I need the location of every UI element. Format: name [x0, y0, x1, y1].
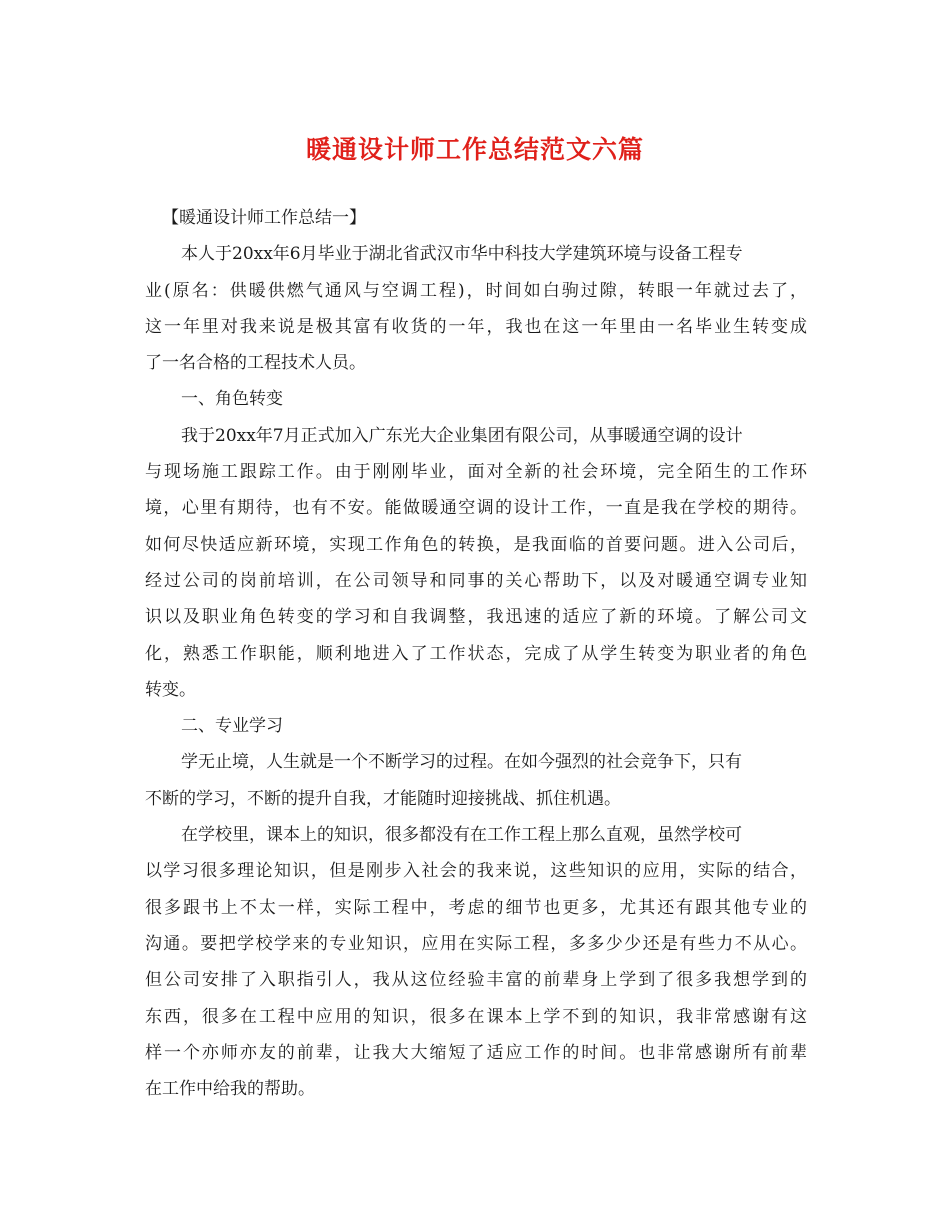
paragraph-line: 我于20xx年7月正式加入广东光大企业集团有限公司，从事暖通空调的设计	[181, 425, 743, 446]
paragraph-line: 以学习很多理论知识，但是刚步入社会的我来说，这些知识的应用，实际的结合，	[145, 861, 807, 882]
paragraph-line: 样一个亦师亦友的前辈，让我大大缩短了适应工作的时间。也非常感谢所有前辈	[145, 1042, 807, 1063]
subheading-role-change: 一、角色转变	[181, 389, 283, 410]
paragraph-line: 在学校里，课本上的知识，很多都没有在工作工程上那么直观，虽然学校可	[181, 825, 742, 846]
paragraph-line: 识以及职业角色转变的学习和自我调整，我迅速的适应了新的环境。了解公司文	[145, 607, 807, 628]
paragraph-line: 本人于20xx年6月毕业于湖北省武汉市华中科技大学建筑环境与设备工程专	[181, 244, 743, 265]
paragraph-line: 很多跟书上不太一样，实际工程中，考虑的细节也更多，尤其还有跟其他专业的	[145, 897, 807, 918]
paragraph-line: 但公司安排了入职指引人，我从这位经验丰富的前辈身上学到了很多我想学到的	[145, 970, 807, 991]
paragraph-line: 境，心里有期待，也有不安。能做暖通空调的设计工作，一直是我在学校的期待。	[145, 498, 807, 519]
paragraph-line: 沟通。要把学校学来的专业知识，应用在实际工程，多多少少还是有些力不从心。	[145, 933, 807, 954]
paragraph-line: 转变。	[145, 679, 196, 700]
paragraph-line: 东西，很多在工程中应用的知识，很多在课本上学不到的知识，我非常感谢有这	[145, 1006, 807, 1027]
subheading-professional-study: 二、专业学习	[181, 716, 283, 737]
paragraph-line: 在工作中给我的帮助。	[145, 1079, 315, 1100]
paragraph-line: 经过公司的岗前培训，在公司领导和同事的关心帮助下，以及对暖通空调专业知	[145, 570, 807, 591]
paragraph-line: 如何尽快适应新环境，实现工作角色的转换，是我面临的首要问题。进入公司后，	[145, 534, 807, 555]
section-heading: 【暖通设计师工作总结一】	[162, 208, 366, 228]
paragraph-line: 化，熟悉工作职能，顺利地进入了工作状态，完成了从学生转变为职业者的角色	[145, 643, 807, 664]
paragraph-line: 业(原名：供暖供燃气通风与空调工程)，时间如白驹过隙，转眼一年就过去了，	[145, 280, 807, 301]
document-body	[145, 200, 807, 1107]
document-title: 暖通设计师工作总结范文六篇	[305, 135, 644, 164]
paragraph-line: 学无止境，人生就是一个不断学习的过程。在如今强烈的社会竞争下，只有	[181, 752, 742, 773]
paragraph-line: 与现场施工跟踪工作。由于刚刚毕业，面对全新的社会环境，完全陌生的工作环	[145, 462, 807, 483]
paragraph-line: 不断的学习，不断的提升自我，才能随时迎接挑战、抓住机遇。	[145, 788, 621, 809]
paragraph-line: 了一名合格的工程技术人员。	[145, 353, 366, 374]
paragraph-line: 这一年里对我来说是极其富有收货的一年，我也在这一年里由一名毕业生转变成	[145, 316, 807, 337]
